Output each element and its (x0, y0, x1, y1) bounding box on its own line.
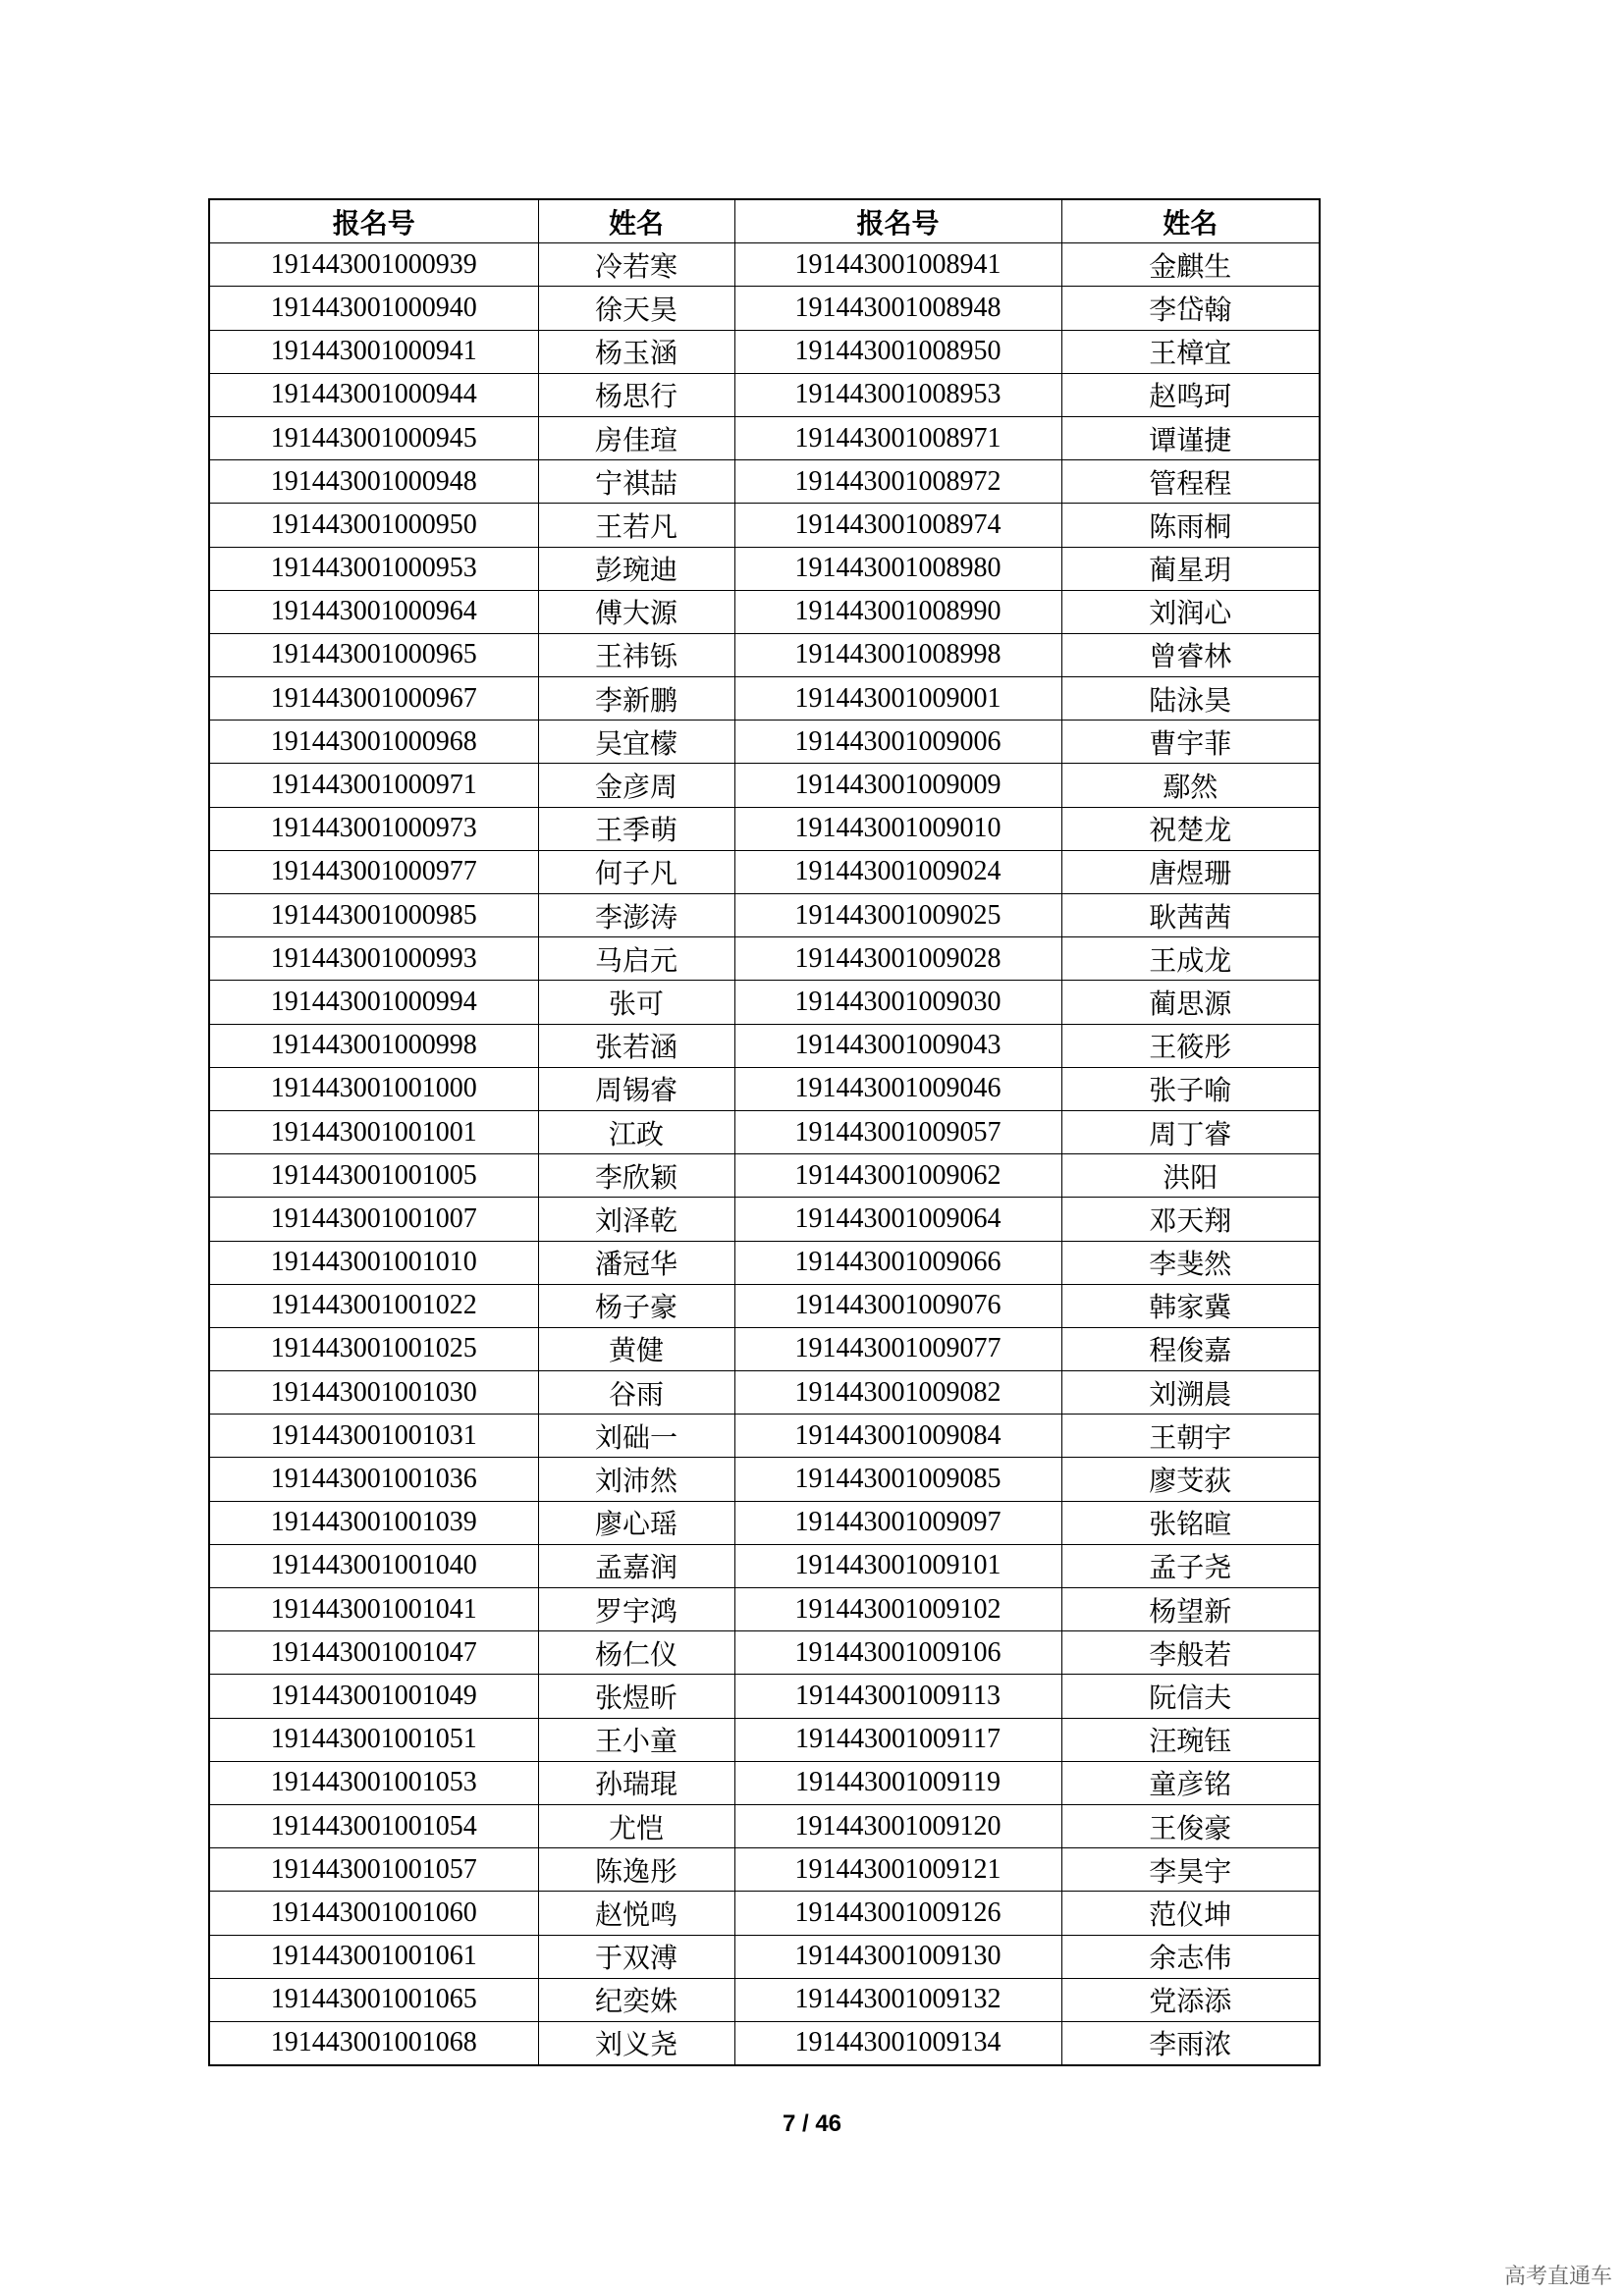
header-registration-number-1: 报名号 (209, 199, 538, 243)
cell-registration-number-1: 191443001001036 (209, 1458, 538, 1501)
table-row (209, 1978, 1320, 2021)
cell-registration-number-2: 191443001009006 (734, 721, 1061, 764)
table-row (209, 1631, 1320, 1675)
cell-registration-number-1: 191443001001031 (209, 1415, 538, 1458)
cell-name-2: 余志伟 (1061, 1935, 1320, 1978)
cell-registration-number-1: 191443001001049 (209, 1675, 538, 1718)
cell-registration-number-2: 191443001008990 (734, 590, 1061, 633)
cell-registration-number-1: 191443001001000 (209, 1067, 538, 1110)
cell-registration-number-1: 191443001001053 (209, 1761, 538, 1804)
cell-name-2: 李昊宇 (1061, 1848, 1320, 1892)
table-row (209, 1110, 1320, 1153)
cell-registration-number-2: 191443001009102 (734, 1588, 1061, 1631)
cell-name-1: 金彦周 (538, 764, 734, 807)
cell-registration-number-2: 191443001009025 (734, 894, 1061, 937)
table-row (209, 721, 1320, 764)
cell-name-1: 潘冠华 (538, 1241, 734, 1284)
cell-name-2: 童彦铭 (1061, 1761, 1320, 1804)
cell-registration-number-1: 191443001000941 (209, 330, 538, 373)
cell-name-1: 冷若寒 (538, 243, 734, 287)
cell-registration-number-2: 191443001008974 (734, 504, 1061, 547)
cell-name-1: 罗宇鸿 (538, 1588, 734, 1631)
cell-name-2: 鄢然 (1061, 764, 1320, 807)
cell-registration-number-2: 191443001009062 (734, 1154, 1061, 1198)
cell-name-2: 王成龙 (1061, 937, 1320, 981)
cell-name-1: 王若凡 (538, 504, 734, 547)
table-row (209, 1458, 1320, 1501)
header-row (209, 199, 1320, 243)
cell-name-2: 金麒生 (1061, 243, 1320, 287)
cell-registration-number-1: 191443001001007 (209, 1198, 538, 1241)
cell-registration-number-2: 191443001008950 (734, 330, 1061, 373)
cell-name-2: 廖芠荻 (1061, 1458, 1320, 1501)
cell-name-1: 杨子豪 (538, 1284, 734, 1327)
cell-name-2: 陈雨桐 (1061, 504, 1320, 547)
cell-registration-number-1: 191443001001051 (209, 1718, 538, 1761)
cell-name-2: 管程程 (1061, 460, 1320, 504)
cell-name-1: 黄健 (538, 1327, 734, 1370)
cell-name-2: 王俊豪 (1061, 1804, 1320, 1847)
table-row (209, 1241, 1320, 1284)
cell-name-1: 纪奕姝 (538, 1978, 734, 2021)
cell-registration-number-1: 191443001001068 (209, 2021, 538, 2065)
cell-name-1: 李澎涛 (538, 894, 734, 937)
cell-registration-number-1: 191443001000967 (209, 677, 538, 721)
cell-registration-number-2: 191443001009101 (734, 1544, 1061, 1587)
cell-name-2: 程俊嘉 (1061, 1327, 1320, 1370)
cell-name-1: 尤恺 (538, 1804, 734, 1847)
cell-registration-number-1: 191443001000944 (209, 373, 538, 416)
cell-name-2: 孟子尧 (1061, 1544, 1320, 1587)
cell-registration-number-1: 191443001000940 (209, 287, 538, 330)
cell-name-1: 廖心瑶 (538, 1501, 734, 1544)
cell-registration-number-1: 191443001001047 (209, 1631, 538, 1675)
cell-registration-number-2: 191443001009030 (734, 981, 1061, 1024)
table-row (209, 1675, 1320, 1718)
cell-registration-number-2: 191443001008953 (734, 373, 1061, 416)
cell-name-1: 何子凡 (538, 850, 734, 893)
cell-name-1: 周锡睿 (538, 1067, 734, 1110)
table-row (209, 1501, 1320, 1544)
cell-name-1: 杨仁仪 (538, 1631, 734, 1675)
cell-name-2: 洪阳 (1061, 1154, 1320, 1198)
header-registration-number-2: 报名号 (734, 199, 1061, 243)
cell-registration-number-2: 191443001009064 (734, 1198, 1061, 1241)
cell-registration-number-2: 191443001009010 (734, 807, 1061, 850)
cell-registration-number-2: 191443001009106 (734, 1631, 1061, 1675)
cell-name-2: 李般若 (1061, 1631, 1320, 1675)
cell-registration-number-2: 191443001009066 (734, 1241, 1061, 1284)
cell-registration-number-1: 191443001001041 (209, 1588, 538, 1631)
cell-registration-number-1: 191443001000964 (209, 590, 538, 633)
cell-registration-number-1: 191443001000994 (209, 981, 538, 1024)
cell-name-1: 江政 (538, 1110, 734, 1153)
cell-name-1: 刘泽乾 (538, 1198, 734, 1241)
cell-name-2: 蔺思源 (1061, 981, 1320, 1024)
cell-name-1: 杨玉涵 (538, 330, 734, 373)
table-row (209, 1848, 1320, 1892)
cell-registration-number-2: 191443001009130 (734, 1935, 1061, 1978)
cell-name-1: 马启元 (538, 937, 734, 981)
cell-registration-number-2: 191443001008980 (734, 547, 1061, 590)
cell-name-1: 张煜昕 (538, 1675, 734, 1718)
cell-registration-number-2: 191443001009126 (734, 1892, 1061, 1935)
table-row (209, 287, 1320, 330)
cell-name-2: 耿茜茜 (1061, 894, 1320, 937)
table-row (209, 1198, 1320, 1241)
cell-name-2: 赵鸣珂 (1061, 373, 1320, 416)
cell-registration-number-2: 191443001009077 (734, 1327, 1061, 1370)
table-row (209, 1804, 1320, 1847)
table-row (209, 1284, 1320, 1327)
cell-name-2: 谭谨捷 (1061, 416, 1320, 459)
cell-registration-number-2: 191443001009046 (734, 1067, 1061, 1110)
cell-registration-number-2: 191443001009097 (734, 1501, 1061, 1544)
table-row (209, 1415, 1320, 1458)
cell-registration-number-1: 191443001000950 (209, 504, 538, 547)
cell-name-2: 王樟宜 (1061, 330, 1320, 373)
table-row (209, 243, 1320, 287)
cell-registration-number-1: 191443001001030 (209, 1371, 538, 1415)
roster-table (208, 198, 1321, 2066)
cell-registration-number-1: 191443001000998 (209, 1024, 538, 1067)
cell-registration-number-1: 191443001001005 (209, 1154, 538, 1198)
cell-name-2: 李岱翰 (1061, 287, 1320, 330)
cell-registration-number-1: 191443001000965 (209, 633, 538, 676)
watermark: 高考直通车 (1503, 2265, 1612, 2289)
cell-name-2: 陆泳昊 (1061, 677, 1320, 721)
cell-name-2: 李斐然 (1061, 1241, 1320, 1284)
cell-name-2: 刘溯晨 (1061, 1371, 1320, 1415)
roster-table-body (209, 243, 1320, 2065)
cell-registration-number-1: 191443001000968 (209, 721, 538, 764)
cell-registration-number-1: 191443001001001 (209, 1110, 538, 1153)
cell-registration-number-2: 191443001009028 (734, 937, 1061, 981)
cell-registration-number-1: 191443001001060 (209, 1892, 538, 1935)
table-row (209, 1154, 1320, 1198)
cell-registration-number-2: 191443001008948 (734, 287, 1061, 330)
cell-name-1: 孙瑞琨 (538, 1761, 734, 1804)
cell-name-2: 周丁睿 (1061, 1110, 1320, 1153)
table-row (209, 764, 1320, 807)
cell-name-2: 邓天翔 (1061, 1198, 1320, 1241)
cell-name-1: 王祎铄 (538, 633, 734, 676)
cell-name-1: 孟嘉润 (538, 1544, 734, 1587)
cell-registration-number-2: 191443001008941 (734, 243, 1061, 287)
cell-registration-number-1: 191443001001057 (209, 1848, 538, 1892)
cell-name-1: 傅大源 (538, 590, 734, 633)
cell-registration-number-2: 191443001009024 (734, 850, 1061, 893)
cell-registration-number-2: 191443001009043 (734, 1024, 1061, 1067)
cell-registration-number-2: 191443001009084 (734, 1415, 1061, 1458)
cell-registration-number-2: 191443001008971 (734, 416, 1061, 459)
cell-registration-number-1: 191443001000939 (209, 243, 538, 287)
cell-name-1: 刘沛然 (538, 1458, 734, 1501)
cell-registration-number-1: 191443001000993 (209, 937, 538, 981)
cell-name-1: 谷雨 (538, 1371, 734, 1415)
cell-registration-number-2: 191443001009132 (734, 1978, 1061, 2021)
table-row (209, 1544, 1320, 1587)
cell-name-2: 党添添 (1061, 1978, 1320, 2021)
cell-registration-number-1: 191443001001040 (209, 1544, 538, 1587)
cell-name-2: 韩家冀 (1061, 1284, 1320, 1327)
cell-name-1: 李欣颖 (538, 1154, 734, 1198)
table-row (209, 633, 1320, 676)
cell-name-1: 张若涵 (538, 1024, 734, 1067)
cell-registration-number-2: 191443001009009 (734, 764, 1061, 807)
cell-registration-number-1: 191443001001010 (209, 1241, 538, 1284)
cell-registration-number-1: 191443001000977 (209, 850, 538, 893)
page-number: 7 / 46 (782, 2110, 842, 2137)
cell-name-1: 李新鹏 (538, 677, 734, 721)
header-name-2: 姓名 (1061, 199, 1320, 243)
cell-name-2: 王筱彤 (1061, 1024, 1320, 1067)
cell-registration-number-1: 191443001000973 (209, 807, 538, 850)
table-row (209, 460, 1320, 504)
table-row (209, 981, 1320, 1024)
table-row (209, 590, 1320, 633)
cell-registration-number-2: 191443001009120 (734, 1804, 1061, 1847)
roster-table-header (209, 199, 1320, 243)
cell-registration-number-2: 191443001009001 (734, 677, 1061, 721)
cell-registration-number-2: 191443001008972 (734, 460, 1061, 504)
cell-name-1: 赵悦鸣 (538, 1892, 734, 1935)
cell-registration-number-1: 191443001001065 (209, 1978, 538, 2021)
cell-registration-number-1: 191443001000945 (209, 416, 538, 459)
cell-name-1: 刘义尧 (538, 2021, 734, 2065)
cell-name-1: 刘础一 (538, 1415, 734, 1458)
table-row (209, 807, 1320, 850)
cell-name-2: 王朝宇 (1061, 1415, 1320, 1458)
cell-name-2: 张铭暄 (1061, 1501, 1320, 1544)
table-row (209, 937, 1320, 981)
cell-registration-number-2: 191443001009117 (734, 1718, 1061, 1761)
table-row (209, 1892, 1320, 1935)
cell-name-1: 王小童 (538, 1718, 734, 1761)
cell-name-2: 祝楚龙 (1061, 807, 1320, 850)
cell-registration-number-2: 191443001009119 (734, 1761, 1061, 1804)
table-row (209, 1067, 1320, 1110)
cell-registration-number-1: 191443001000971 (209, 764, 538, 807)
cell-registration-number-2: 191443001009082 (734, 1371, 1061, 1415)
cell-name-1: 张可 (538, 981, 734, 1024)
cell-registration-number-1: 191443001001025 (209, 1327, 538, 1370)
cell-registration-number-2: 191443001009121 (734, 1848, 1061, 1892)
table-row (209, 504, 1320, 547)
table-row (209, 1718, 1320, 1761)
cell-name-2: 曾睿林 (1061, 633, 1320, 676)
table-row (209, 894, 1320, 937)
table-row (209, 373, 1320, 416)
cell-registration-number-1: 191443001001022 (209, 1284, 538, 1327)
cell-name-2: 张子喻 (1061, 1067, 1320, 1110)
cell-name-2: 蔺星玥 (1061, 547, 1320, 590)
cell-name-1: 吴宜檬 (538, 721, 734, 764)
cell-registration-number-2: 191443001008998 (734, 633, 1061, 676)
cell-registration-number-2: 191443001009085 (734, 1458, 1061, 1501)
cell-registration-number-2: 191443001009134 (734, 2021, 1061, 2065)
table-row (209, 1327, 1320, 1370)
cell-name-2: 李雨浓 (1061, 2021, 1320, 2065)
cell-name-2: 范仪坤 (1061, 1892, 1320, 1935)
cell-registration-number-1: 191443001000953 (209, 547, 538, 590)
cell-registration-number-1: 191443001001054 (209, 1804, 538, 1847)
cell-name-1: 彭琬迪 (538, 547, 734, 590)
table-row (209, 850, 1320, 893)
table-row (209, 416, 1320, 459)
table-row (209, 2021, 1320, 2065)
cell-name-1: 房佳瑄 (538, 416, 734, 459)
cell-name-1: 于双溥 (538, 1935, 734, 1978)
table-row (209, 1024, 1320, 1067)
cell-name-2: 阮信夫 (1061, 1675, 1320, 1718)
table-row (209, 1588, 1320, 1631)
table-row (209, 547, 1320, 590)
cell-name-1: 王季萌 (538, 807, 734, 850)
cell-name-1: 徐天昊 (538, 287, 734, 330)
cell-registration-number-1: 191443001000948 (209, 460, 538, 504)
table-row (209, 1935, 1320, 1978)
table-row (209, 1761, 1320, 1804)
header-name-1: 姓名 (538, 199, 734, 243)
table-row (209, 677, 1320, 721)
cell-registration-number-2: 191443001009076 (734, 1284, 1061, 1327)
cell-registration-number-2: 191443001009113 (734, 1675, 1061, 1718)
cell-name-2: 刘润心 (1061, 590, 1320, 633)
cell-name-2: 杨望新 (1061, 1588, 1320, 1631)
cell-name-2: 唐煜珊 (1061, 850, 1320, 893)
cell-name-2: 曹宇菲 (1061, 721, 1320, 764)
cell-registration-number-1: 191443001001061 (209, 1935, 538, 1978)
table-row (209, 330, 1320, 373)
cell-name-2: 汪琬钰 (1061, 1718, 1320, 1761)
cell-name-1: 宁祺喆 (538, 460, 734, 504)
cell-name-1: 杨思行 (538, 373, 734, 416)
cell-registration-number-1: 191443001000985 (209, 894, 538, 937)
cell-registration-number-2: 191443001009057 (734, 1110, 1061, 1153)
cell-name-1: 陈逸彤 (538, 1848, 734, 1892)
table-row (209, 1371, 1320, 1415)
cell-registration-number-1: 191443001001039 (209, 1501, 538, 1544)
